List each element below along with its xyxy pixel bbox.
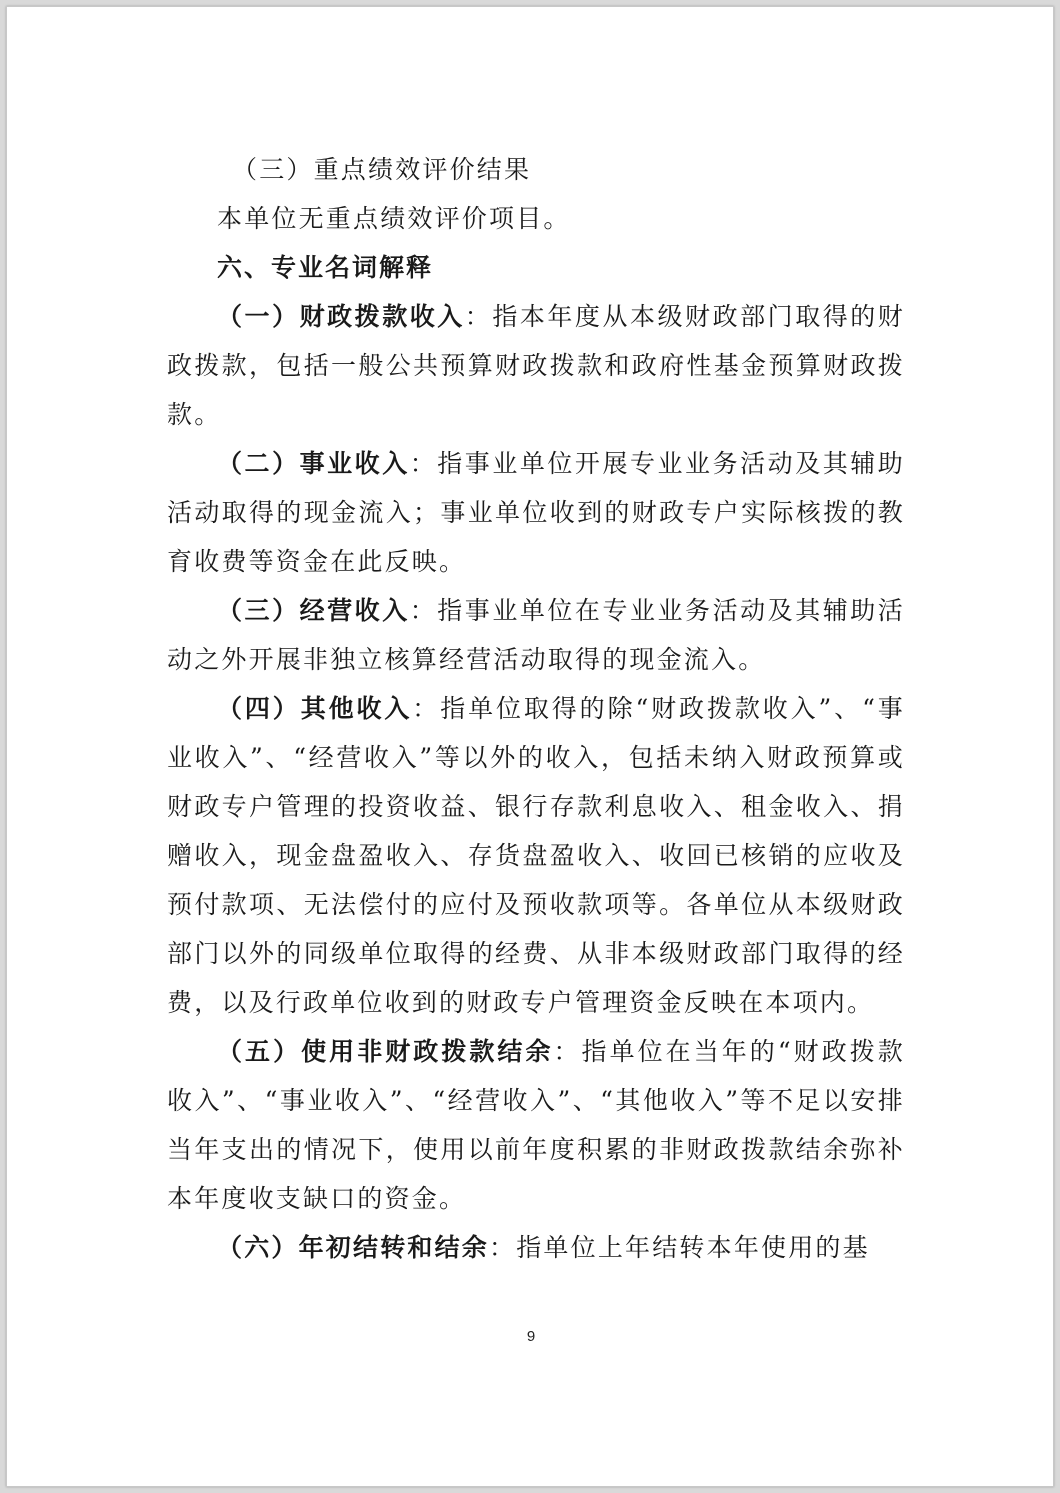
term-paragraph-non-fiscal-surplus xyxy=(167,1027,905,1223)
paragraph-no-key-projects xyxy=(167,194,905,243)
term-definition: ：指事业单位在专业业务活动及其辅助活动之外开展非独立核算经营活动取得的现金流入。 xyxy=(167,596,905,674)
term-label: （一）财政拨款收入 xyxy=(217,302,465,331)
term-paragraph-other-income xyxy=(167,684,905,1027)
term-definition: ：指本年度从本级财政部门取得的财政拨款，包括一般公共预算财政拨款和政府性基金预算财政拨款。 xyxy=(167,302,905,429)
term-paragraph-fiscal-appropriation xyxy=(167,292,905,439)
term-definition: ：指单位上年结转本年使用的基 xyxy=(489,1233,870,1262)
term-paragraph-operating-income xyxy=(167,586,905,684)
term-paragraph-carryover xyxy=(167,1223,905,1272)
term-label: （三）经营收入 xyxy=(217,596,410,625)
section-title-terms xyxy=(167,243,905,292)
document-page xyxy=(6,6,1054,1487)
paragraph-text: 本单位无重点绩效评价项目。 xyxy=(217,204,571,233)
term-definition: ：指单位在当年的“财政拨款收入”、“事业收入”、“经营收入”、“其他收入”等不足以安排当年支出的情况下，使用以前年度积累的非财政拨款结余弥补本年度收支缺口的资金。 xyxy=(167,1037,905,1213)
term-label: （六）年初结转和结余 xyxy=(217,1233,490,1262)
term-paragraph-business-income xyxy=(167,439,905,586)
term-label: （二）事业收入 xyxy=(217,449,410,478)
section-title-text: 六、专业名词解释 xyxy=(217,253,434,282)
document-body xyxy=(167,145,905,1272)
term-label: （四）其他收入 xyxy=(217,694,413,723)
term-definition: ：指事业单位开展专业业务活动及其辅助活动取得的现金流入；事业单位收到的财政专户实际核拨的教育收费等资金在此反映。 xyxy=(167,449,905,576)
term-definition: ：指单位取得的除“财政拨款收入”、“事业收入”、“经营收入”等以外的收入，包括未纳入财政预算或财政专户管理的投资收益、银行存款利息收入、租金收入、捐赠收入，现金盘盈收入、存货盘盈收入、收回已核销的应收及预付款项、无法偿付的应付及预收款项等。各单位从本级财政部门以外的同级单位取得的经费、从非本级财政部门取得的经费，以及行政单位收到的财政专户管理资金反映在本项内。 xyxy=(167,694,905,1017)
page-number: 9 xyxy=(526,1328,536,1345)
subheading-text: （三）重点绩效评价结果 xyxy=(232,155,532,184)
term-label: （五）使用非财政拨款结余 xyxy=(217,1037,554,1066)
subheading-key-performance-results xyxy=(167,145,905,194)
